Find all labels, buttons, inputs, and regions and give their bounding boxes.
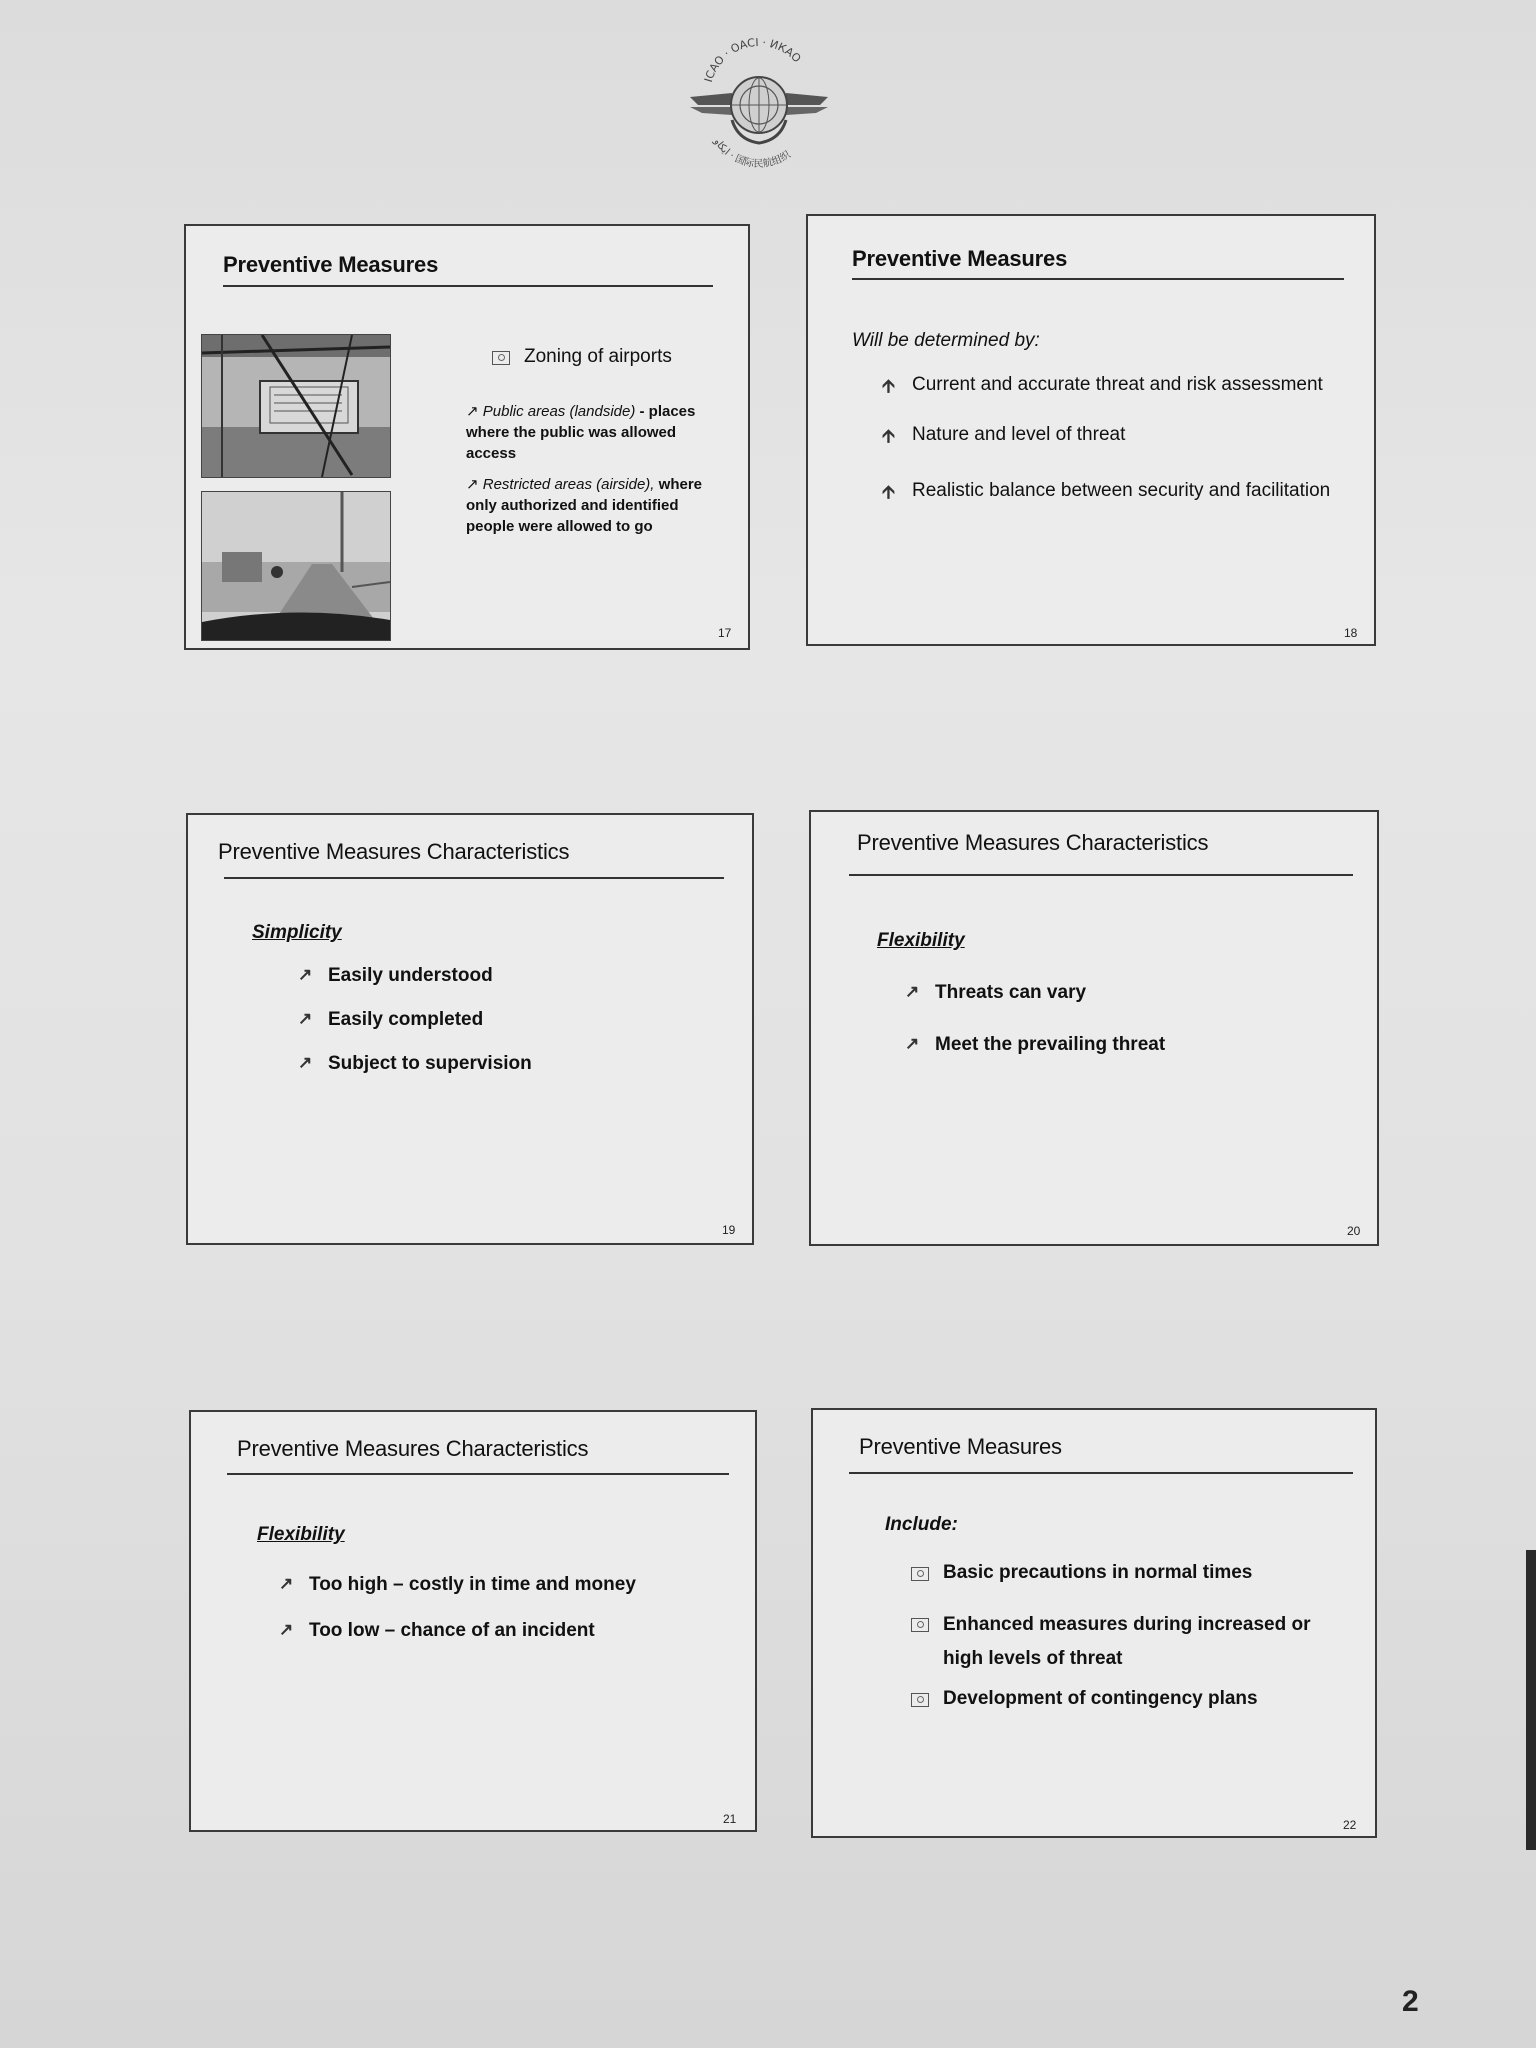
logo-text-top: ICAO · OACI · ИКАО — [701, 35, 804, 84]
slide-item-2: ↗ Too low – chance of an incident — [279, 1620, 595, 1641]
arrow-up-icon: 🡩 — [882, 376, 895, 396]
slide-item-3: Development of contingency plans — [911, 1688, 1258, 1710]
diagonal-arrow-icon: ↗ — [298, 1053, 313, 1072]
slide-item-2: ↗ Restricted areas (airside), where only authorized and identified people were allowed to go — [466, 476, 703, 535]
slide-21 — [189, 1410, 757, 1832]
box-bullet-icon — [911, 1618, 929, 1632]
logo-text-bottom: ايكاو · 国际民航组织 — [711, 136, 793, 170]
diagonal-arrow-icon: ↗ — [298, 965, 313, 984]
diagonal-arrow-icon: ↗ — [279, 1620, 294, 1639]
photo-sign-gate — [201, 334, 391, 478]
slide-item-3: 🡩 Realistic balance between security and facilitation — [882, 480, 1330, 510]
diagonal-arrow-icon: ↗ — [279, 1574, 294, 1593]
slide-item-1: Basic precautions in normal times — [911, 1562, 1252, 1584]
slide-subtitle: Flexibility — [877, 930, 965, 951]
svg-text:ICAO · OACI · ИКАО — [702, 36, 804, 84]
slide-number: 18 — [1344, 626, 1358, 640]
slide-title: Preventive Measures — [223, 252, 439, 277]
slide-number: 21 — [723, 1812, 737, 1826]
slide-number: 17 — [718, 626, 732, 640]
slide-subtitle: Flexibility — [257, 1524, 345, 1545]
slide-title: Preventive Measures Characteristics — [857, 830, 1209, 855]
slide-19 — [186, 813, 754, 1245]
slide-title: Preventive Measures — [859, 1434, 1062, 1459]
box-bullet-icon — [911, 1567, 929, 1581]
slide-item-1: ↗ Threats can vary — [905, 982, 1087, 1003]
slide-item-3: ↗ Subject to supervision — [298, 1053, 532, 1074]
slide-item-1: ↗ Too high – costly in time and money — [279, 1574, 636, 1595]
diagonal-arrow-icon: ↗ — [905, 1034, 920, 1053]
slide-item-2: 🡩 Nature and level of threat — [882, 424, 1125, 454]
slide-22 — [811, 1408, 1377, 1838]
page-number: 2 — [1402, 1985, 1419, 2018]
slide-number: 19 — [722, 1223, 736, 1237]
slide-subtitle: Simplicity — [252, 922, 342, 943]
slide-subtitle: Include: — [885, 1514, 958, 1535]
slide-17 — [184, 224, 750, 650]
diagonal-arrow-icon: ↗ — [298, 1009, 313, 1028]
slide-20 — [809, 810, 1379, 1246]
slide-title: Preventive Measures — [852, 246, 1068, 271]
diagonal-arrow-icon: ↗ — [466, 403, 483, 420]
slide-item-2: ↗ Meet the prevailing threat — [905, 1034, 1166, 1055]
diagonal-arrow-icon: ↗ — [466, 476, 483, 493]
slide-item-1: ↗ Public areas (landside) - places where the public was allowed access — [466, 403, 696, 462]
diagonal-arrow-icon: ↗ — [905, 982, 920, 1001]
slide-item-1: ↗ Easily understood — [298, 965, 493, 986]
slide-title: Preventive Measures Characteristics — [237, 1436, 589, 1461]
slide-number: 22 — [1343, 1818, 1357, 1832]
slide-subtitle: Will be determined by: — [852, 330, 1040, 351]
slide-item-2: Enhanced measures during increased or high levels of threat — [911, 1608, 1331, 1676]
slide-18 — [806, 214, 1376, 646]
slide-heading-bullet: Zoning of airports — [492, 346, 672, 368]
arrow-up-icon: 🡩 — [882, 426, 895, 446]
box-bullet-icon — [911, 1693, 929, 1707]
box-bullet-icon — [492, 351, 510, 365]
arrow-up-icon: 🡩 — [882, 482, 895, 502]
slide-number: 20 — [1347, 1224, 1361, 1238]
photo-airside-road — [201, 491, 391, 641]
slide-item-1: 🡩 Current and accurate threat and risk assessment — [882, 374, 1323, 404]
slide-item-2: ↗ Easily completed — [298, 1009, 484, 1030]
slide-title: Preventive Measures Characteristics — [218, 839, 570, 864]
icao-logo-icon — [688, 25, 830, 195]
